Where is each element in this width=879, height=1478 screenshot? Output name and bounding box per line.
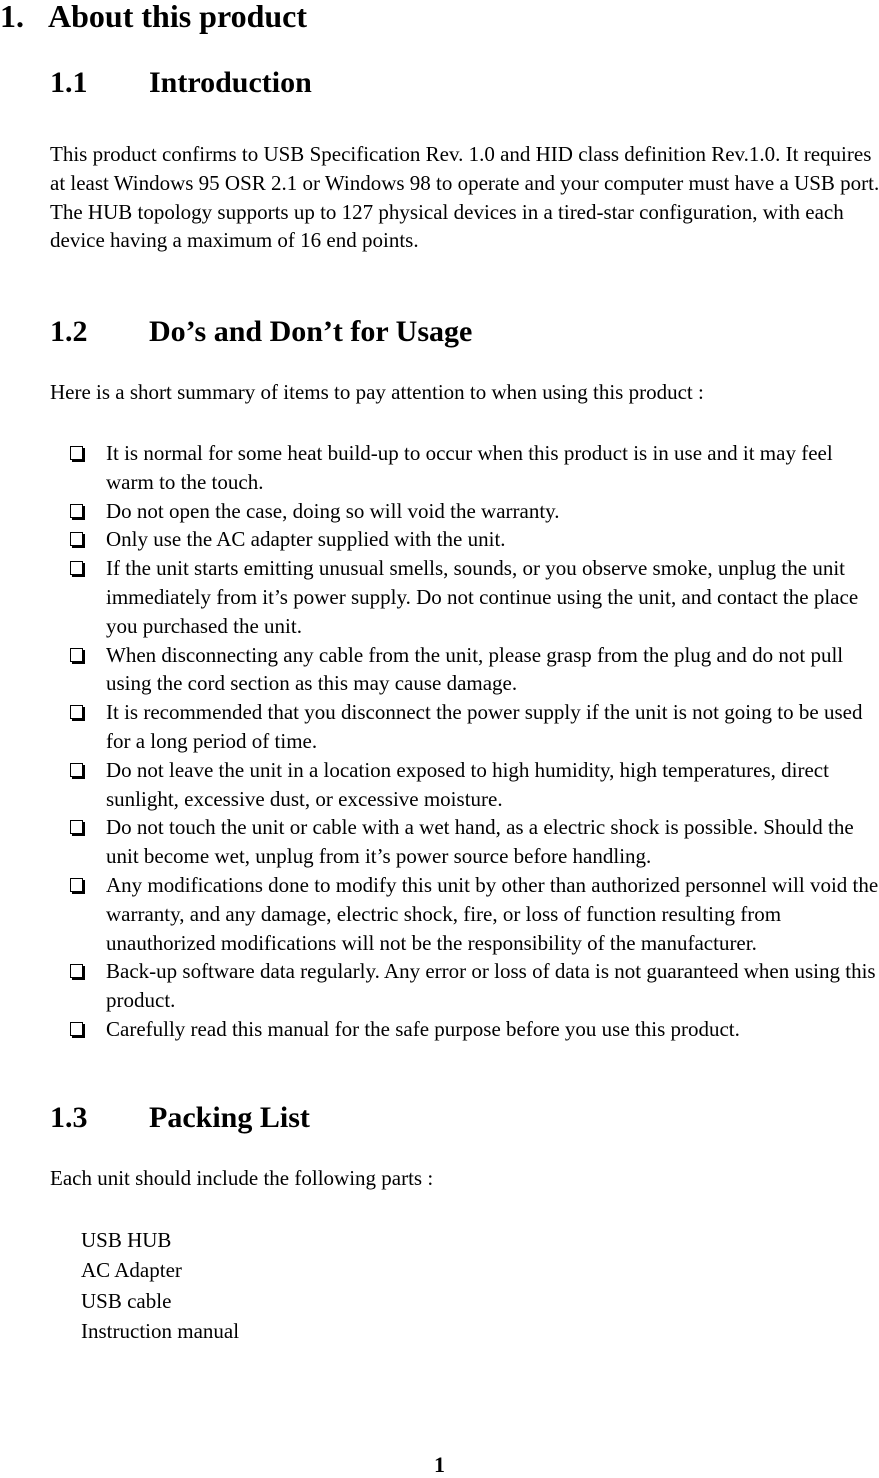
page-number: 1: [434, 1452, 445, 1477]
checkbox-icon: [70, 532, 83, 546]
section-title: Do’s and Don’t for Usage: [149, 315, 473, 348]
checklist-item-text: Any modifications done to modify this unit by other than authorized personnel will void the warranty, and any damage, electric shock, fire, or loss of function resulting from unauthorized modifications will not be the responsibility of the manufacturer.: [106, 872, 879, 955]
section-heading-1-1: [50, 68, 312, 98]
section-number: 1.1: [50, 66, 88, 99]
packing-item: AC Adapter: [81, 1258, 182, 1283]
checklist-item: [70, 871, 879, 957]
checklist-item-text: Do not touch the unit or cable with a wet hand, as a electric shock is possible. Should the unit become wet, unplug from it’s power source before handling.: [106, 815, 854, 869]
checkbox-icon: [70, 878, 83, 892]
usage-checklist: [70, 439, 879, 1044]
checklist-item-text: Do not leave the unit in a location exposed to high humidity, high temperatures, direct sunlight, excessive dust, or excessive moisture.: [106, 757, 829, 811]
packing-item: USB HUB: [81, 1228, 172, 1252]
checkbox-icon: [70, 763, 83, 777]
packing-item: Instruction manual: [81, 1318, 240, 1343]
packing-list: [81, 1225, 239, 1346]
checklist-item-text: Back-up software data regularly. Any error or loss of data is not guaranteed when using this product.: [106, 959, 876, 1013]
section-heading-1-3: [50, 1103, 310, 1133]
packing-intro: Each unit should include the following parts :: [50, 1166, 434, 1190]
checklist-item: [70, 957, 879, 1015]
chapter-title: About this product: [48, 0, 308, 34]
usage-intro: Here is a short summary of items to pay attention to when using this product :: [50, 380, 704, 404]
checklist-item: [70, 497, 879, 526]
intro-paragraph: This product confirms to USB Specification Rev. 1.0 and HID class definition Rev.1.0. It requires at least Windows 95 OSR 2.1 or Windows 98 to operate and your computer must have a USB port. The HUB topology supports up to 127 physical devices in a tired-star configuration, with each device having a maximum of 16 end points.: [50, 142, 879, 253]
packing-item: USB cable: [81, 1288, 172, 1313]
chapter-heading: [0, 0, 307, 32]
section-title: Packing List: [149, 1101, 310, 1134]
checkbox-icon: [70, 446, 83, 460]
section-number: 1.2: [50, 315, 88, 348]
checkbox-icon: [70, 648, 83, 662]
checklist-item: [70, 525, 879, 554]
checklist-item: [70, 756, 879, 814]
checklist-item-text: Carefully read this manual for the safe purpose before you use this product.: [106, 1016, 740, 1041]
checklist-item-text: It is normal for some heat build-up to occur when this product is in use and it may feel warm to the touch.: [106, 441, 833, 494]
checklist-item-text: Only use the AC adapter supplied with the unit.: [106, 527, 506, 552]
checklist-item-text: When disconnecting any cable from the unit, please grasp from the plug and do not pull using the cord section as this may cause damage.: [106, 642, 844, 696]
section-number: 1.3: [50, 1101, 88, 1134]
chapter-number: 1.: [0, 0, 24, 34]
checklist-item: [70, 813, 879, 871]
checklist-item: [70, 1015, 879, 1044]
checklist-item: [70, 439, 879, 497]
checkbox-icon: [70, 561, 83, 575]
checklist-item-text: Do not open the case, doing so will void the warranty.: [106, 498, 560, 523]
checkbox-icon: [70, 964, 83, 978]
checklist-item: [70, 641, 879, 699]
checklist-item: [70, 554, 879, 640]
checklist-item-text: It is recommended that you disconnect the power supply if the unit is not going to be used for a long period of time.: [106, 700, 863, 753]
section-title: Introduction: [149, 66, 312, 99]
checkbox-icon: [70, 504, 83, 518]
checklist-item: [70, 698, 879, 756]
checkbox-icon: [70, 820, 83, 834]
checkbox-icon: [70, 1022, 83, 1036]
section-heading-1-2: [50, 317, 472, 347]
checkbox-icon: [70, 705, 83, 719]
checklist-item-text: If the unit starts emitting unusual smells, sounds, or you observe smoke, unplug the unit immediately from it’s power supply. Do not continue using the unit, and contact the place you purchased the unit.: [106, 556, 859, 638]
